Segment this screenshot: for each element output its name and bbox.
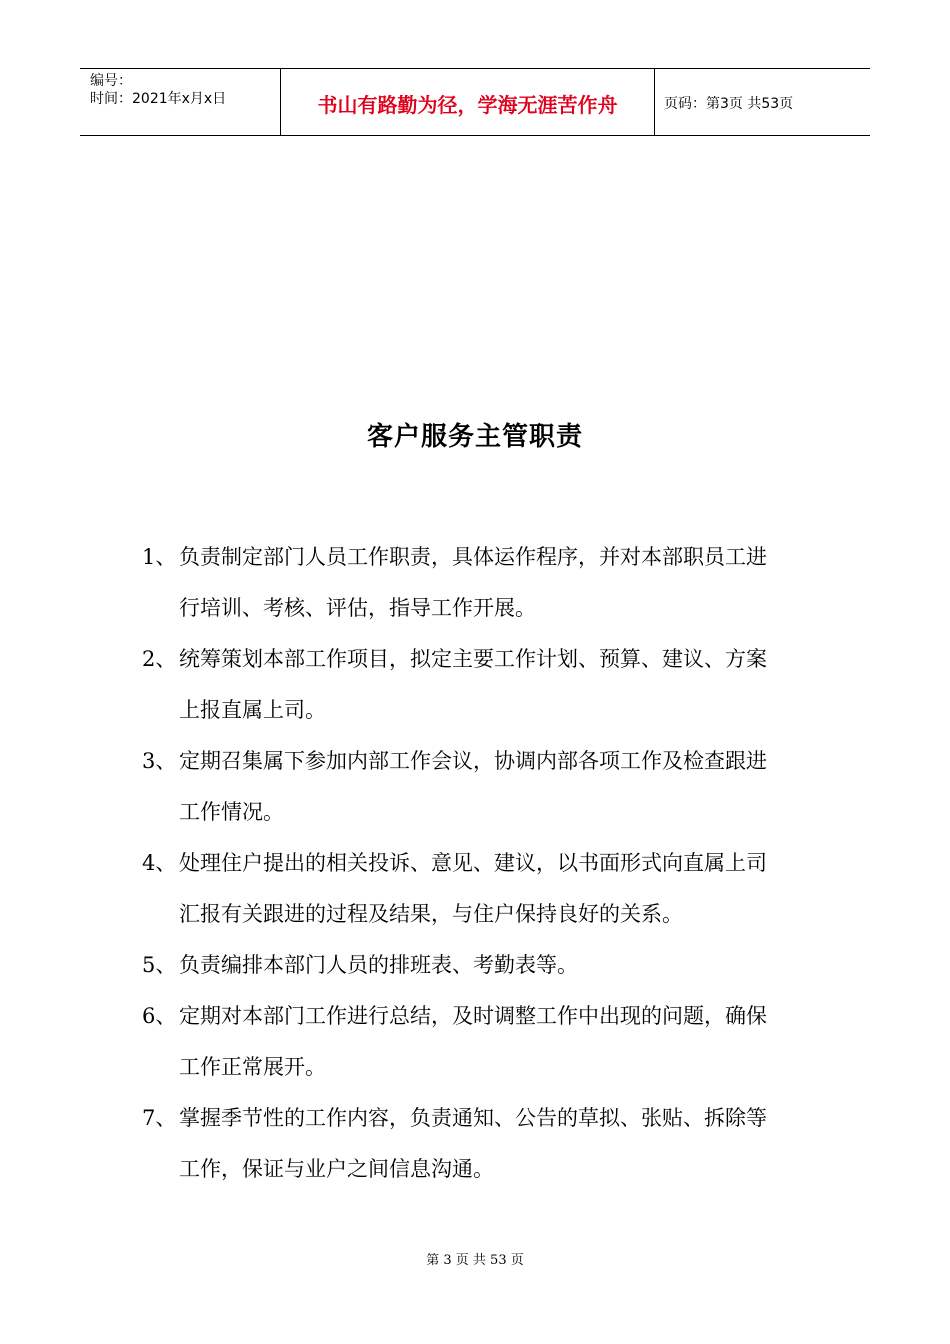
list-item-line: 汇报有关跟进的过程及结果，与住户保持良好的关系。 — [179, 902, 683, 926]
list-item-line: 负责制定部门人员工作职责，具体运作程序，并对本部职员工进 — [179, 545, 767, 569]
list-item — [142, 838, 822, 940]
list-item — [142, 736, 822, 838]
list-item-line: 掌握季节性的工作内容，负责通知、公告的草拟、张贴、拆除等 — [179, 1106, 767, 1130]
date-label: 时间：2021年x月x日 — [90, 91, 227, 107]
list-item — [142, 991, 822, 1093]
page-footer: 第 3 页 共 53 页 — [426, 1253, 524, 1268]
list-item-line: 工作，保证与业户之间信息沟通。 — [179, 1157, 494, 1181]
list-item-line: 定期对本部门工作进行总结，及时调整工作中出现的问题，确保 — [179, 1004, 767, 1028]
header-bottom-rule — [80, 135, 870, 136]
serial-number-label: 编号： — [90, 73, 132, 89]
list-item-number: 5、 — [142, 953, 177, 977]
list-item-line: 工作正常展开。 — [179, 1055, 326, 1079]
header-top-rule — [80, 68, 870, 69]
list-item-line: 工作情况。 — [179, 800, 284, 824]
list-item-line: 行培训、考核、评估，指导工作开展。 — [179, 596, 536, 620]
list-item-line: 处理住户提出的相关投诉、意见、建议，以书面形式向直属上司 — [179, 851, 767, 875]
duty-list — [142, 532, 822, 1195]
header-motto: 书山有路勤为径，学海无涯苦作舟 — [317, 93, 618, 117]
header-page-info: 页码：第3页 共53页 — [664, 96, 794, 112]
list-item-number: 2、 — [142, 647, 177, 671]
list-item-line: 上报直属上司。 — [179, 698, 326, 722]
list-item-line: 统筹策划本部工作项目，拟定主要工作计划、预算、建议、方案 — [179, 647, 767, 671]
list-item-number: 1、 — [142, 545, 177, 569]
list-item-line: 定期召集属下参加内部工作会议，协调内部各项工作及检查跟进 — [179, 749, 767, 773]
list-item-number: 6、 — [142, 1004, 177, 1028]
list-item — [142, 532, 822, 634]
list-item — [142, 1093, 822, 1195]
list-item-number: 7、 — [142, 1106, 177, 1130]
list-item-number: 3、 — [142, 749, 177, 773]
list-item — [142, 940, 822, 991]
header-meta — [90, 72, 226, 108]
list-item — [142, 634, 822, 736]
document-title: 客户服务主管职责 — [366, 422, 583, 452]
list-item-line: 负责编排本部门人员的排班表、考勤表等。 — [179, 953, 578, 977]
header-divider-right — [654, 68, 655, 136]
list-item-number: 4、 — [142, 851, 177, 875]
